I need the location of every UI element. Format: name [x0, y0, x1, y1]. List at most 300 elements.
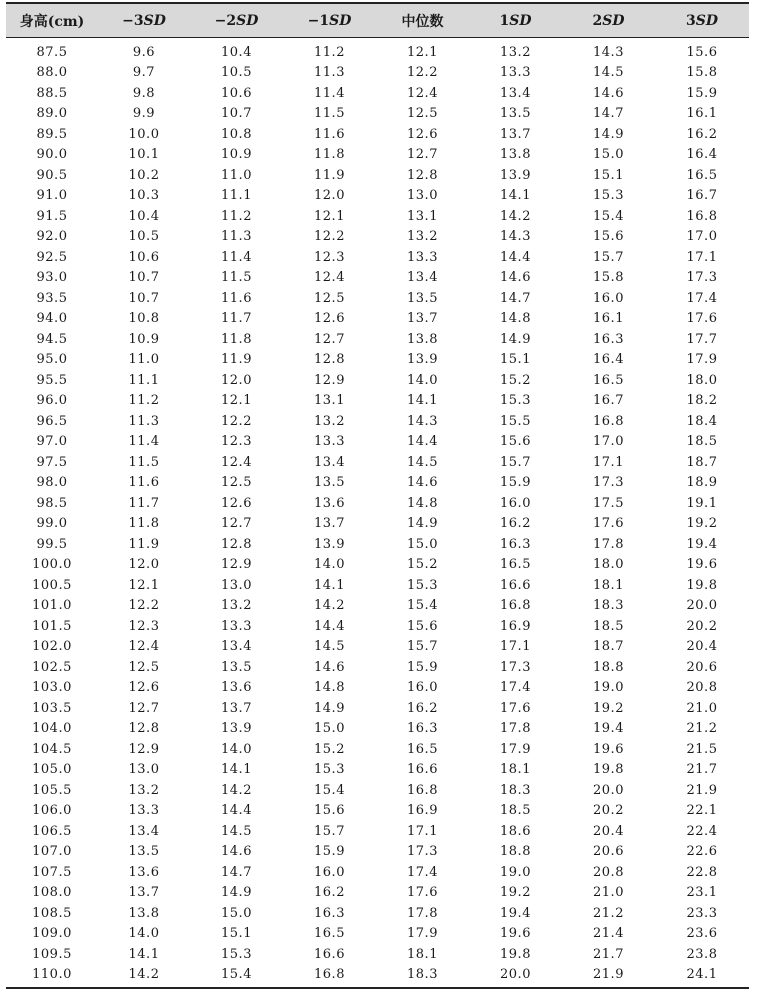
table-cell-plus-3sd: 21.2 — [686, 721, 718, 737]
table-cell-plus-1sd: 15.7 — [500, 454, 531, 470]
table-cell-height: 101.5 — [32, 618, 72, 634]
column-header-text: 中位数 — [401, 13, 444, 30]
table-cell-minus-3sd: 11.2 — [128, 393, 160, 409]
table-cell-height: 97.0 — [36, 434, 68, 450]
table-cell-plus-2sd: 21.9 — [562, 965, 655, 989]
table-cell-height: 98.5 — [36, 495, 68, 511]
table-cell-minus-2sd: 13.3 — [221, 618, 252, 634]
table-cell-minus-3sd: 11.3 — [128, 413, 160, 429]
table-cell-minus-3sd: 10.1 — [128, 147, 160, 163]
table-cell-minus-2sd: 13.6 — [221, 680, 252, 696]
table-cell-minus-2sd: 14.2 — [221, 782, 252, 798]
column-header-sd-suffix: SD — [236, 12, 259, 29]
table-cell-minus-1sd: 15.4 — [314, 782, 345, 798]
table-cell-plus-1sd: 16.9 — [500, 618, 531, 634]
table-cell-minus-3sd: 11.0 — [128, 352, 160, 368]
table-cell-minus-1sd: 16.8 — [283, 965, 376, 989]
table-cell-median: 17.4 — [407, 864, 438, 880]
table-cell-minus-3sd: 12.1 — [128, 577, 160, 593]
table-cell-plus-2sd: 17.6 — [593, 516, 624, 532]
table-cell-height: 96.0 — [36, 393, 68, 409]
table-cell-height: 105.5 — [32, 782, 72, 798]
table-cell-minus-2sd: 12.0 — [221, 372, 252, 388]
table-cell-plus-1sd: 14.2 — [500, 208, 531, 224]
table-cell-minus-3sd: 13.5 — [128, 844, 160, 860]
table-cell-plus-2sd: 18.3 — [593, 598, 624, 614]
table-cell-minus-2sd: 11.2 — [221, 208, 252, 224]
table-cell-plus-2sd: 21.7 — [593, 946, 624, 962]
column-header-text: 2 — [592, 12, 603, 29]
table-cell-height: 91.0 — [36, 188, 68, 204]
header-row — [6, 3, 749, 38]
table-row — [6, 186, 749, 207]
table-cell-plus-2sd: 20.6 — [593, 844, 624, 860]
table-cell-minus-3sd: 11.1 — [128, 372, 160, 388]
table-cell-height: 89.5 — [36, 126, 68, 142]
table-cell-plus-3sd: 21.7 — [686, 762, 718, 778]
table-cell-minus-2sd: 14.9 — [221, 885, 252, 901]
table-cell-minus-3sd: 10.9 — [128, 331, 160, 347]
table-cell-minus-3sd: 13.8 — [128, 905, 160, 921]
table-cell-minus-2sd: 14.6 — [221, 844, 252, 860]
table-cell-plus-3sd: 22.6 — [686, 844, 718, 860]
table-cell-plus-3sd: 16.2 — [686, 126, 718, 142]
table-cell-minus-2sd: 12.8 — [221, 536, 252, 552]
table-cell-height: 88.5 — [36, 85, 68, 101]
table-cell-plus-1sd: 15.5 — [500, 413, 531, 429]
column-header-text: −2 — [214, 12, 237, 29]
table-cell-minus-1sd: 14.9 — [314, 700, 345, 716]
table-cell-plus-3sd: 22.8 — [686, 864, 718, 880]
table-cell-plus-3sd: 18.4 — [686, 413, 718, 429]
table-cell-minus-2sd: 11.7 — [221, 311, 252, 327]
table-cell-minus-1sd: 11.5 — [314, 106, 345, 122]
table-cell-minus-2sd: 14.1 — [221, 762, 252, 778]
table-cell-minus-1sd: 13.6 — [314, 495, 345, 511]
table-cell-height: 93.5 — [36, 290, 68, 306]
table-row — [6, 616, 749, 637]
table-cell-plus-2sd: 19.8 — [593, 762, 624, 778]
table-cell-minus-3sd: 13.0 — [128, 762, 160, 778]
column-header-minus-3sd — [98, 3, 190, 38]
table-cell-plus-3sd: 18.2 — [686, 393, 718, 409]
table-row — [6, 288, 749, 309]
table-cell-plus-1sd: 18.3 — [500, 782, 531, 798]
table-cell-minus-2sd: 14.5 — [221, 823, 252, 839]
column-header-text: 3 — [685, 12, 696, 29]
table-cell-minus-1sd: 12.3 — [314, 249, 345, 265]
table-cell-minus-1sd: 13.3 — [314, 434, 345, 450]
table-cell-median: 16.8 — [407, 782, 438, 798]
table-cell-plus-2sd: 15.0 — [593, 147, 624, 163]
table-cell-minus-3sd: 12.9 — [128, 741, 160, 757]
table-cell-height: 99.5 — [36, 536, 68, 552]
table-cell-height: 94.5 — [36, 331, 68, 347]
table-cell-height: 106.0 — [32, 803, 72, 819]
table-cell-minus-1sd: 16.3 — [314, 905, 345, 921]
table-row — [6, 391, 749, 412]
table-cell-plus-3sd: 19.4 — [686, 536, 718, 552]
table-cell-median: 14.1 — [407, 393, 438, 409]
table-cell-plus-3sd: 20.4 — [686, 639, 718, 655]
table-row — [6, 534, 749, 555]
table-cell-height: 104.5 — [32, 741, 72, 757]
table-cell-height: 103.0 — [32, 680, 72, 696]
table-cell-median: 15.6 — [407, 618, 438, 634]
table-cell-minus-3sd: 11.4 — [128, 434, 160, 450]
table-cell-minus-3sd: 10.8 — [128, 311, 160, 327]
table-cell-median: 13.2 — [407, 229, 438, 245]
table-cell-minus-1sd: 13.1 — [314, 393, 345, 409]
column-header-median — [376, 3, 469, 38]
table-cell-plus-2sd: 17.5 — [593, 495, 624, 511]
table-cell-plus-3sd: 18.5 — [686, 434, 718, 450]
table-cell-height: 90.5 — [36, 167, 68, 183]
table-row — [6, 637, 749, 658]
table-cell-plus-1sd: 14.4 — [500, 249, 531, 265]
table-cell-minus-3sd: 13.7 — [128, 885, 160, 901]
table-cell-median: 13.8 — [407, 331, 438, 347]
table-cell-plus-2sd: 20.2 — [593, 803, 624, 819]
table-cell-plus-1sd: 15.6 — [500, 434, 531, 450]
table-cell-minus-2sd: 13.4 — [221, 639, 252, 655]
table-cell-minus-3sd: 11.9 — [128, 536, 160, 552]
table-cell-median: 12.7 — [407, 147, 438, 163]
table-cell-plus-2sd: 16.1 — [593, 311, 624, 327]
table-cell-minus-1sd: 16.0 — [314, 864, 345, 880]
table-cell-minus-2sd: 10.6 — [221, 85, 252, 101]
table-header — [6, 3, 749, 38]
table-cell-height: 106.5 — [32, 823, 72, 839]
table-cell-plus-3sd: 16.8 — [686, 208, 718, 224]
table-cell-plus-3sd: 24.1 — [655, 965, 749, 989]
table-row — [6, 38, 749, 63]
table-cell-plus-1sd: 17.9 — [500, 741, 531, 757]
table-cell-minus-1sd: 12.2 — [314, 229, 345, 245]
table-cell-height: 102.0 — [32, 639, 72, 655]
table-cell-minus-2sd: 10.8 — [221, 126, 252, 142]
table-cell-median: 16.0 — [407, 680, 438, 696]
table-cell-height: 110.0 — [6, 965, 98, 989]
column-header-plus-3sd — [655, 3, 749, 38]
table-cell-minus-3sd: 14.2 — [98, 965, 190, 989]
column-header-sd-suffix: SD — [143, 12, 166, 29]
column-header-height — [6, 3, 98, 38]
table-cell-minus-2sd: 12.2 — [221, 413, 252, 429]
table-cell-minus-2sd: 13.7 — [221, 700, 252, 716]
table-cell-minus-1sd: 14.1 — [314, 577, 345, 593]
table-cell-median: 16.2 — [407, 700, 438, 716]
table-cell-minus-3sd: 10.2 — [128, 167, 160, 183]
table-cell-minus-3sd: 13.3 — [128, 803, 160, 819]
table-cell-minus-2sd: 15.4 — [190, 965, 283, 989]
table-cell-plus-3sd: 21.0 — [686, 700, 718, 716]
table-cell-minus-3sd: 10.0 — [128, 126, 160, 142]
table-row — [6, 452, 749, 473]
table-cell-median: 17.9 — [407, 926, 438, 942]
table-cell-plus-1sd: 16.2 — [500, 516, 531, 532]
table-cell-minus-2sd: 14.7 — [221, 864, 252, 880]
table-cell-plus-2sd: 19.6 — [593, 741, 624, 757]
table-cell-minus-2sd: 10.9 — [221, 147, 252, 163]
table-cell-minus-1sd: 11.4 — [314, 85, 345, 101]
table-cell-minus-1sd: 16.6 — [314, 946, 345, 962]
table-cell-plus-1sd: 17.6 — [500, 700, 531, 716]
table-cell-plus-2sd: 17.3 — [593, 475, 624, 491]
table-cell-plus-1sd: 16.3 — [500, 536, 531, 552]
table-cell-median: 14.6 — [407, 475, 438, 491]
table-cell-plus-3sd: 20.0 — [686, 598, 718, 614]
table-cell-plus-1sd: 14.9 — [500, 331, 531, 347]
table-cell-plus-2sd: 19.0 — [593, 680, 624, 696]
table-cell-plus-1sd: 15.1 — [500, 352, 531, 368]
table-cell-plus-3sd: 17.1 — [686, 249, 718, 265]
table-cell-height: 91.5 — [36, 208, 68, 224]
table-cell-minus-1sd: 15.9 — [314, 844, 345, 860]
column-header-sd-suffix: SD — [329, 12, 352, 29]
column-header-plus-2sd — [562, 3, 655, 38]
table-row — [6, 780, 749, 801]
table-cell-minus-2sd: 13.9 — [221, 721, 252, 737]
table-cell-plus-1sd: 18.1 — [500, 762, 531, 778]
column-header-minus-1sd — [283, 3, 376, 38]
table-cell-minus-2sd: 11.1 — [221, 188, 252, 204]
table-cell-plus-3sd: 18.7 — [686, 454, 718, 470]
table-cell-plus-1sd: 16.0 — [500, 495, 531, 511]
table-row — [6, 206, 749, 227]
table-cell-height: 98.0 — [36, 475, 68, 491]
table-row — [6, 350, 749, 371]
table-row — [6, 862, 749, 883]
table-cell-height: 100.5 — [32, 577, 72, 593]
table-cell-minus-2sd: 10.7 — [221, 106, 252, 122]
table-cell-median: 16.3 — [407, 721, 438, 737]
table-cell-plus-2sd: 17.1 — [593, 454, 624, 470]
table-row — [6, 145, 749, 166]
table-cell-minus-1sd: 15.3 — [314, 762, 345, 778]
table-cell-minus-3sd: 13.4 — [128, 823, 160, 839]
table-cell-minus-3sd: 10.4 — [128, 208, 160, 224]
column-header-sd-suffix: SD — [602, 12, 625, 29]
table-cell-median: 13.5 — [407, 290, 438, 306]
table-cell-minus-3sd: 10.7 — [128, 290, 160, 306]
table-cell-plus-1sd: 19.6 — [500, 926, 531, 942]
table-row — [6, 227, 749, 248]
table-cell-median: 14.8 — [407, 495, 438, 511]
table-cell-minus-2sd: 12.9 — [221, 557, 252, 573]
table-cell-plus-1sd: 19.8 — [500, 946, 531, 962]
table-cell-height: 104.0 — [32, 721, 72, 737]
table-cell-minus-1sd: 14.6 — [314, 659, 345, 675]
table-cell-height: 90.0 — [36, 147, 68, 163]
table-cell-median: 15.3 — [407, 577, 438, 593]
table-cell-minus-1sd: 15.0 — [314, 721, 345, 737]
table-cell-height: 93.0 — [36, 270, 68, 286]
table-row — [6, 944, 749, 965]
table-row — [6, 493, 749, 514]
table-cell-median: 15.7 — [407, 639, 438, 655]
table-cell-minus-2sd: 15.3 — [221, 946, 252, 962]
table-cell-minus-1sd: 14.2 — [314, 598, 345, 614]
table-cell-minus-2sd: 14.4 — [221, 803, 252, 819]
table-cell-minus-1sd: 12.1 — [314, 208, 345, 224]
column-header-sd-suffix: SD — [509, 12, 532, 29]
table-cell-plus-1sd: 13.9 — [500, 167, 531, 183]
table-row — [6, 596, 749, 617]
table-cell-plus-2sd: 16.5 — [593, 372, 624, 388]
table-cell-plus-2sd: 15.3 — [593, 188, 624, 204]
table-cell-plus-3sd: 22.1 — [686, 803, 718, 819]
table-cell-minus-1sd: 12.5 — [314, 290, 345, 306]
table-cell-height: 96.5 — [36, 413, 68, 429]
table-cell-minus-3sd: 11.7 — [128, 495, 160, 511]
table-row — [6, 268, 749, 289]
column-header-plus-1sd — [469, 3, 562, 38]
table-cell-plus-1sd: 14.7 — [500, 290, 531, 306]
table-cell-plus-3sd: 23.6 — [686, 926, 718, 942]
table-cell-plus-2sd: 20.0 — [593, 782, 624, 798]
table-cell-plus-3sd: 18.0 — [686, 372, 718, 388]
table-cell-plus-3sd: 23.1 — [686, 885, 718, 901]
table-cell-median: 14.0 — [407, 372, 438, 388]
table-cell-median: 17.8 — [407, 905, 438, 921]
table-cell-minus-1sd: 13.9 — [314, 536, 345, 552]
table-cell-minus-2sd: 15.1 — [221, 926, 252, 942]
table-cell-height: 105.0 — [32, 762, 72, 778]
table-cell-plus-3sd: 17.0 — [686, 229, 718, 245]
table-cell-minus-1sd: 12.0 — [314, 188, 345, 204]
table-cell-plus-3sd: 19.6 — [686, 557, 718, 573]
table-cell-plus-2sd: 15.4 — [593, 208, 624, 224]
table-cell-height: 100.0 — [32, 557, 72, 573]
table-row — [6, 698, 749, 719]
table-cell-minus-3sd: 11.5 — [128, 454, 160, 470]
table-cell-plus-3sd: 15.6 — [686, 44, 718, 60]
table-cell-minus-2sd: 11.5 — [221, 270, 252, 286]
table-cell-minus-3sd: 10.3 — [128, 188, 160, 204]
table-cell-plus-1sd: 16.6 — [500, 577, 531, 593]
table-row — [6, 104, 749, 125]
table-cell-minus-3sd: 12.3 — [128, 618, 160, 634]
table-cell-height: 95.0 — [36, 352, 68, 368]
table-cell-minus-1sd: 16.5 — [314, 926, 345, 942]
table-cell-plus-2sd: 20.8 — [593, 864, 624, 880]
table-cell-median: 15.4 — [407, 598, 438, 614]
table-cell-height: 107.5 — [32, 864, 72, 880]
table-cell-plus-2sd: 18.5 — [593, 618, 624, 634]
table-cell-plus-2sd: 16.8 — [593, 413, 624, 429]
table-row — [6, 739, 749, 760]
table-row — [6, 432, 749, 453]
table-cell-plus-1sd: 13.7 — [500, 126, 531, 142]
table-cell-plus-2sd: 14.3 — [593, 44, 624, 60]
table-cell-median: 13.4 — [407, 270, 438, 286]
table-cell-height: 89.0 — [36, 106, 68, 122]
table-cell-median: 18.3 — [376, 965, 469, 989]
table-cell-height: 97.5 — [36, 454, 68, 470]
table-cell-plus-3sd: 17.6 — [686, 311, 718, 327]
table-cell-minus-1sd: 12.9 — [314, 372, 345, 388]
table-cell-plus-2sd: 18.8 — [593, 659, 624, 675]
table-cell-minus-1sd: 11.2 — [314, 44, 345, 60]
table-cell-plus-2sd: 16.4 — [593, 352, 624, 368]
table-row — [6, 124, 749, 145]
table-cell-height: 87.5 — [36, 44, 68, 60]
table-row — [6, 329, 749, 350]
table-row — [6, 165, 749, 186]
table-cell-height: 92.5 — [36, 249, 68, 265]
table-cell-minus-3sd: 11.6 — [128, 475, 160, 491]
table-cell-plus-2sd: 21.2 — [593, 905, 624, 921]
table-cell-minus-3sd: 13.2 — [128, 782, 160, 798]
table-cell-minus-2sd: 15.0 — [221, 905, 252, 921]
table-row — [6, 575, 749, 596]
table-cell-plus-3sd: 20.2 — [686, 618, 718, 634]
table-cell-plus-2sd: 17.8 — [593, 536, 624, 552]
table-cell-minus-1sd: 12.8 — [314, 352, 345, 368]
table-cell-plus-1sd: 14.8 — [500, 311, 531, 327]
table-cell-minus-2sd: 12.5 — [221, 475, 252, 491]
table-cell-median: 13.0 — [407, 188, 438, 204]
table-cell-minus-3sd: 12.6 — [128, 680, 160, 696]
table-cell-minus-2sd: 12.4 — [221, 454, 252, 470]
table-cell-plus-1sd: 15.9 — [500, 475, 531, 491]
table-cell-plus-3sd: 17.4 — [686, 290, 718, 306]
column-header-sd-suffix: SD — [695, 12, 718, 29]
table-cell-plus-2sd: 14.9 — [593, 126, 624, 142]
table-cell-plus-3sd: 21.5 — [686, 741, 718, 757]
table-row — [6, 719, 749, 740]
table-cell-minus-1sd: 11.3 — [314, 65, 345, 81]
table-row — [6, 247, 749, 268]
table-cell-minus-3sd: 12.0 — [128, 557, 160, 573]
table-cell-plus-3sd: 19.2 — [686, 516, 718, 532]
table-cell-minus-1sd: 16.2 — [314, 885, 345, 901]
table-cell-median: 16.5 — [407, 741, 438, 757]
table-cell-minus-3sd: 12.5 — [128, 659, 160, 675]
table-cell-plus-3sd: 23.3 — [686, 905, 718, 921]
table-cell-minus-2sd: 12.7 — [221, 516, 252, 532]
table-cell-plus-3sd: 16.7 — [686, 188, 718, 204]
table-cell-median: 14.4 — [407, 434, 438, 450]
table-cell-plus-2sd: 20.4 — [593, 823, 624, 839]
table-cell-height: 108.0 — [32, 885, 72, 901]
table-cell-plus-2sd: 18.1 — [593, 577, 624, 593]
table-cell-minus-1sd: 13.5 — [314, 475, 345, 491]
table-cell-plus-3sd: 15.8 — [686, 65, 718, 81]
table-row — [6, 801, 749, 822]
table-cell-minus-1sd: 12.7 — [314, 331, 345, 347]
column-header-text: 1 — [499, 12, 510, 29]
table-cell-minus-2sd: 10.4 — [221, 44, 252, 60]
table-cell-minus-1sd: 11.6 — [314, 126, 345, 142]
table-cell-minus-3sd: 9.7 — [132, 65, 156, 81]
table-cell-height: 94.0 — [36, 311, 68, 327]
table-cell-height: 109.5 — [32, 946, 72, 962]
table-cell-minus-1sd: 14.5 — [314, 639, 345, 655]
table-cell-plus-1sd: 19.0 — [500, 864, 531, 880]
table-cell-plus-3sd: 19.8 — [686, 577, 718, 593]
table-cell-height: 92.0 — [36, 229, 68, 245]
table-cell-plus-1sd: 13.8 — [500, 147, 531, 163]
table-cell-minus-1sd: 11.9 — [314, 167, 345, 183]
table-cell-plus-1sd: 14.3 — [500, 229, 531, 245]
table-cell-plus-1sd: 14.6 — [500, 270, 531, 286]
table-row — [6, 678, 749, 699]
table-cell-plus-1sd: 19.4 — [500, 905, 531, 921]
table-cell-plus-1sd: 18.8 — [500, 844, 531, 860]
table-cell-plus-3sd: 23.8 — [686, 946, 718, 962]
